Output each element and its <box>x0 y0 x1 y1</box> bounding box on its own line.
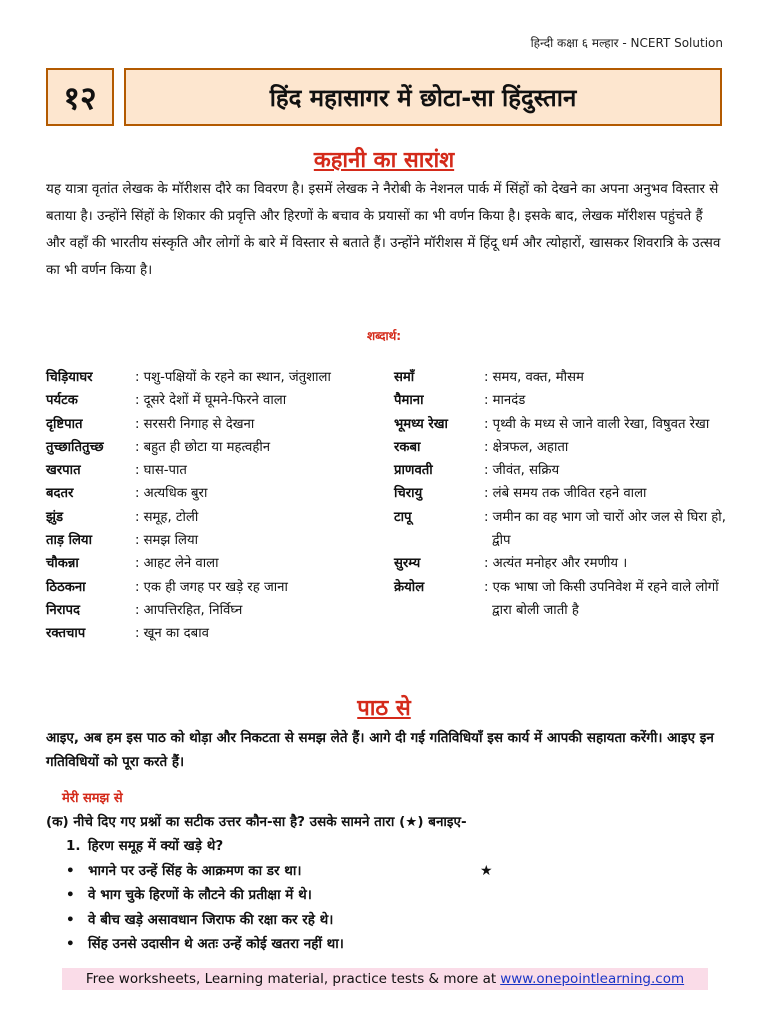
vocab-term: दृष्टिपात <box>46 416 83 432</box>
vocab-entry <box>394 576 734 623</box>
bullet-icon: • <box>66 887 75 903</box>
vocab-entry <box>394 366 734 389</box>
vocab-definition: : मानदंड <box>484 393 526 409</box>
vocab-term: चौकन्ना <box>46 556 79 572</box>
answer-option[interactable] <box>66 859 706 884</box>
vocabulary-right-column <box>394 366 734 622</box>
vocab-term: चिरायु <box>394 486 423 502</box>
vocab-entry <box>394 413 734 436</box>
vocab-entry <box>46 459 376 482</box>
option-text: वे भाग चुके हिरणों के लौटने की प्रतीक्षा में थे। <box>88 887 312 903</box>
star-icon: ★ <box>405 814 418 830</box>
vocab-definition: : पशु-पक्षियों के रहने का स्थान, जंतुशाला <box>135 370 331 385</box>
vocab-entry <box>394 482 734 505</box>
vocab-term: प्राणवती <box>394 463 433 479</box>
vocab-term: समाँ <box>394 370 415 385</box>
vocab-definition: : आहट लेने वाला <box>135 556 219 572</box>
chapter-title: हिंद महासागर में छोटा-सा हिंदुस्तान <box>124 68 722 126</box>
vocab-definition: : अत्यधिक बुरा <box>135 486 208 502</box>
vocab-definition: : पृथ्वी के मध्य से जाने वाली रेखा, विषुवत रेखा <box>484 416 710 432</box>
vocab-entry <box>46 482 376 505</box>
vocab-definition: : क्षेत्रफल, अहाता <box>484 439 569 455</box>
vocab-term: पैमाना <box>394 393 424 409</box>
vocab-definition: : समय, वक्त, मौसम <box>484 370 584 385</box>
vocab-entry <box>46 436 376 459</box>
vocabulary-left-column <box>46 366 376 646</box>
summary-heading: कहानी का सारांश <box>313 148 455 173</box>
summary-paragraph: यह यात्रा वृतांत लेखक के मॉरीशस दौरे का विवरण है। इसमें लेखक ने नैरोबी के नेशनल पार्क में सिंहों को देखने का अपना अनुभव विस्तार से बताया है। उन्होंने सिंहों के शिकार की प्रवृत्ति और हिरणों के बचाव के प्रयासों का भी वर्णन किया है। इसके बाद, लेखक मॉरीशस पहुंचते हैं और वहाँ की भारतीय संस्कृति और लोगों के बारे में विस्तार से बताते हैं। उन्होंने मॉरीशस में हिंदू धर्म और त्योहारों, खासकर शिवरात्रि के उत्सव का भी वर्णन किया है। <box>46 181 721 278</box>
answer-option[interactable] <box>66 908 706 933</box>
bullet-icon: • <box>66 862 75 879</box>
vocab-entry <box>394 459 734 482</box>
vocab-entry <box>46 413 376 436</box>
page-header-tag: हिन्दी कक्षा ६ मल्हार - NCERT Solution <box>530 36 723 50</box>
question-number: 1. <box>66 838 81 854</box>
vocab-term: क्रेयोल <box>394 579 425 595</box>
website-link[interactable]: www.onepointlearning.com <box>500 971 685 987</box>
footer-banner <box>62 968 708 990</box>
vocab-definition: : समझ लिया <box>135 533 199 549</box>
instruction-text: (क) नीचे दिए गए प्रश्नों का सटीक उत्तर कौन-सा है? उसके सामने तारा ( <box>46 814 406 830</box>
vocab-definition: : अत्यंत मनोहर और रमणीय । <box>484 556 628 572</box>
vocab-definition: : घास-पात <box>135 463 187 479</box>
section-subheading: मेरी समझ से <box>62 791 123 806</box>
vocab-term: बदतर <box>46 486 74 502</box>
vocab-entry <box>394 389 734 412</box>
vocab-term: ठिठकना <box>46 579 86 595</box>
vocab-term: तुच्छातितुच्छ <box>46 439 104 455</box>
chapter-number-box: १२ <box>46 68 114 126</box>
bullet-icon: • <box>66 936 75 952</box>
footer-text: Free worksheets, Learning material, practice tests & more at <box>85 971 497 987</box>
vocab-entry <box>46 552 376 575</box>
option-text: वे बीच खड़े असावधान जिराफ की रक्षा कर रहे थे। <box>88 911 334 928</box>
option-text: भागने पर उन्हें सिंह के आक्रमण का डर था। <box>88 862 302 879</box>
vocab-definition: : जमीन का वह भाग जो चारों ओर जल से घिरा हो, द्वीप <box>484 509 726 549</box>
vocab-definition: : खून का दबाव <box>135 626 209 642</box>
vocab-definition: : लंबे समय तक जीवित रहने वाला <box>484 486 647 502</box>
bullet-icon: • <box>66 911 75 928</box>
vocab-term: रकबा <box>394 439 421 455</box>
vocab-entry <box>46 506 376 529</box>
vocab-definition: : दूसरे देशों में घूमने-फिरने वाला <box>135 393 287 409</box>
vocab-term: निरापद <box>46 602 81 618</box>
vocab-entry <box>394 552 734 575</box>
vocab-term: पर्यटक <box>46 393 78 409</box>
vocab-definition: : समूह, टोली <box>135 509 199 525</box>
question-text: हिरण समूह में क्यों खड़े थे? <box>88 838 224 854</box>
question-item <box>66 834 706 859</box>
question-list <box>66 834 706 957</box>
lesson-heading: पाठ से <box>357 696 411 721</box>
vocab-definition: : एक ही जगह पर खड़े रह जाना <box>135 579 288 595</box>
vocab-definition: : जीवंत, सक्रिय <box>484 463 560 479</box>
vocab-definition: : बहुत ही छोटा या महत्वहीन <box>135 439 271 455</box>
answer-option[interactable] <box>66 883 706 908</box>
instruction-end-text: ) बनाइए- <box>417 814 467 830</box>
vocab-entry <box>394 436 734 459</box>
vocab-term: भूमध्य रेखा <box>394 416 448 432</box>
answer-option[interactable] <box>66 932 706 957</box>
star-icon: ★ <box>480 862 493 879</box>
question-instruction <box>46 812 467 830</box>
vocab-term: सुरम्य <box>394 556 421 572</box>
vocab-definition: : आपत्तिरहित, निर्विघ्न <box>135 602 243 618</box>
vocabulary-heading: शब्दार्थ: <box>366 329 402 343</box>
vocab-entry <box>394 506 734 553</box>
vocab-entry <box>46 366 376 389</box>
vocab-term: झुंड <box>46 509 64 525</box>
vocab-entry <box>46 599 376 622</box>
vocab-entry <box>46 622 376 645</box>
vocab-entry <box>46 389 376 412</box>
vocab-term: चिड़ियाघर <box>46 370 93 385</box>
vocab-term: टापू <box>394 509 412 525</box>
vocab-definition: : एक भाषा जो किसी उपनिवेश में रहने वाले लोगों द्वारा बोली जाती है <box>484 579 719 618</box>
vocab-term: खरपात <box>46 463 81 479</box>
lesson-intro-paragraph: आइए, अब हम इस पाठ को थोड़ा और निकटता से समझ लेते हैं। आगे दी गई गतिविधियाँ इस कार्य में आपकी सहायता करेंगी। आइए इन गतिविधियों को पूरा करते हैं। <box>46 730 714 770</box>
option-text: सिंह उनसे उदासीन थे अतः उन्हें कोई खतरा नहीं था। <box>88 936 344 952</box>
vocab-entry <box>46 529 376 552</box>
vocab-entry <box>46 576 376 599</box>
vocab-term: रक्तचाप <box>46 626 86 642</box>
vocab-definition: : सरसरी निगाह से देखना <box>135 416 255 432</box>
vocab-term: ताड़ लिया <box>46 533 92 549</box>
